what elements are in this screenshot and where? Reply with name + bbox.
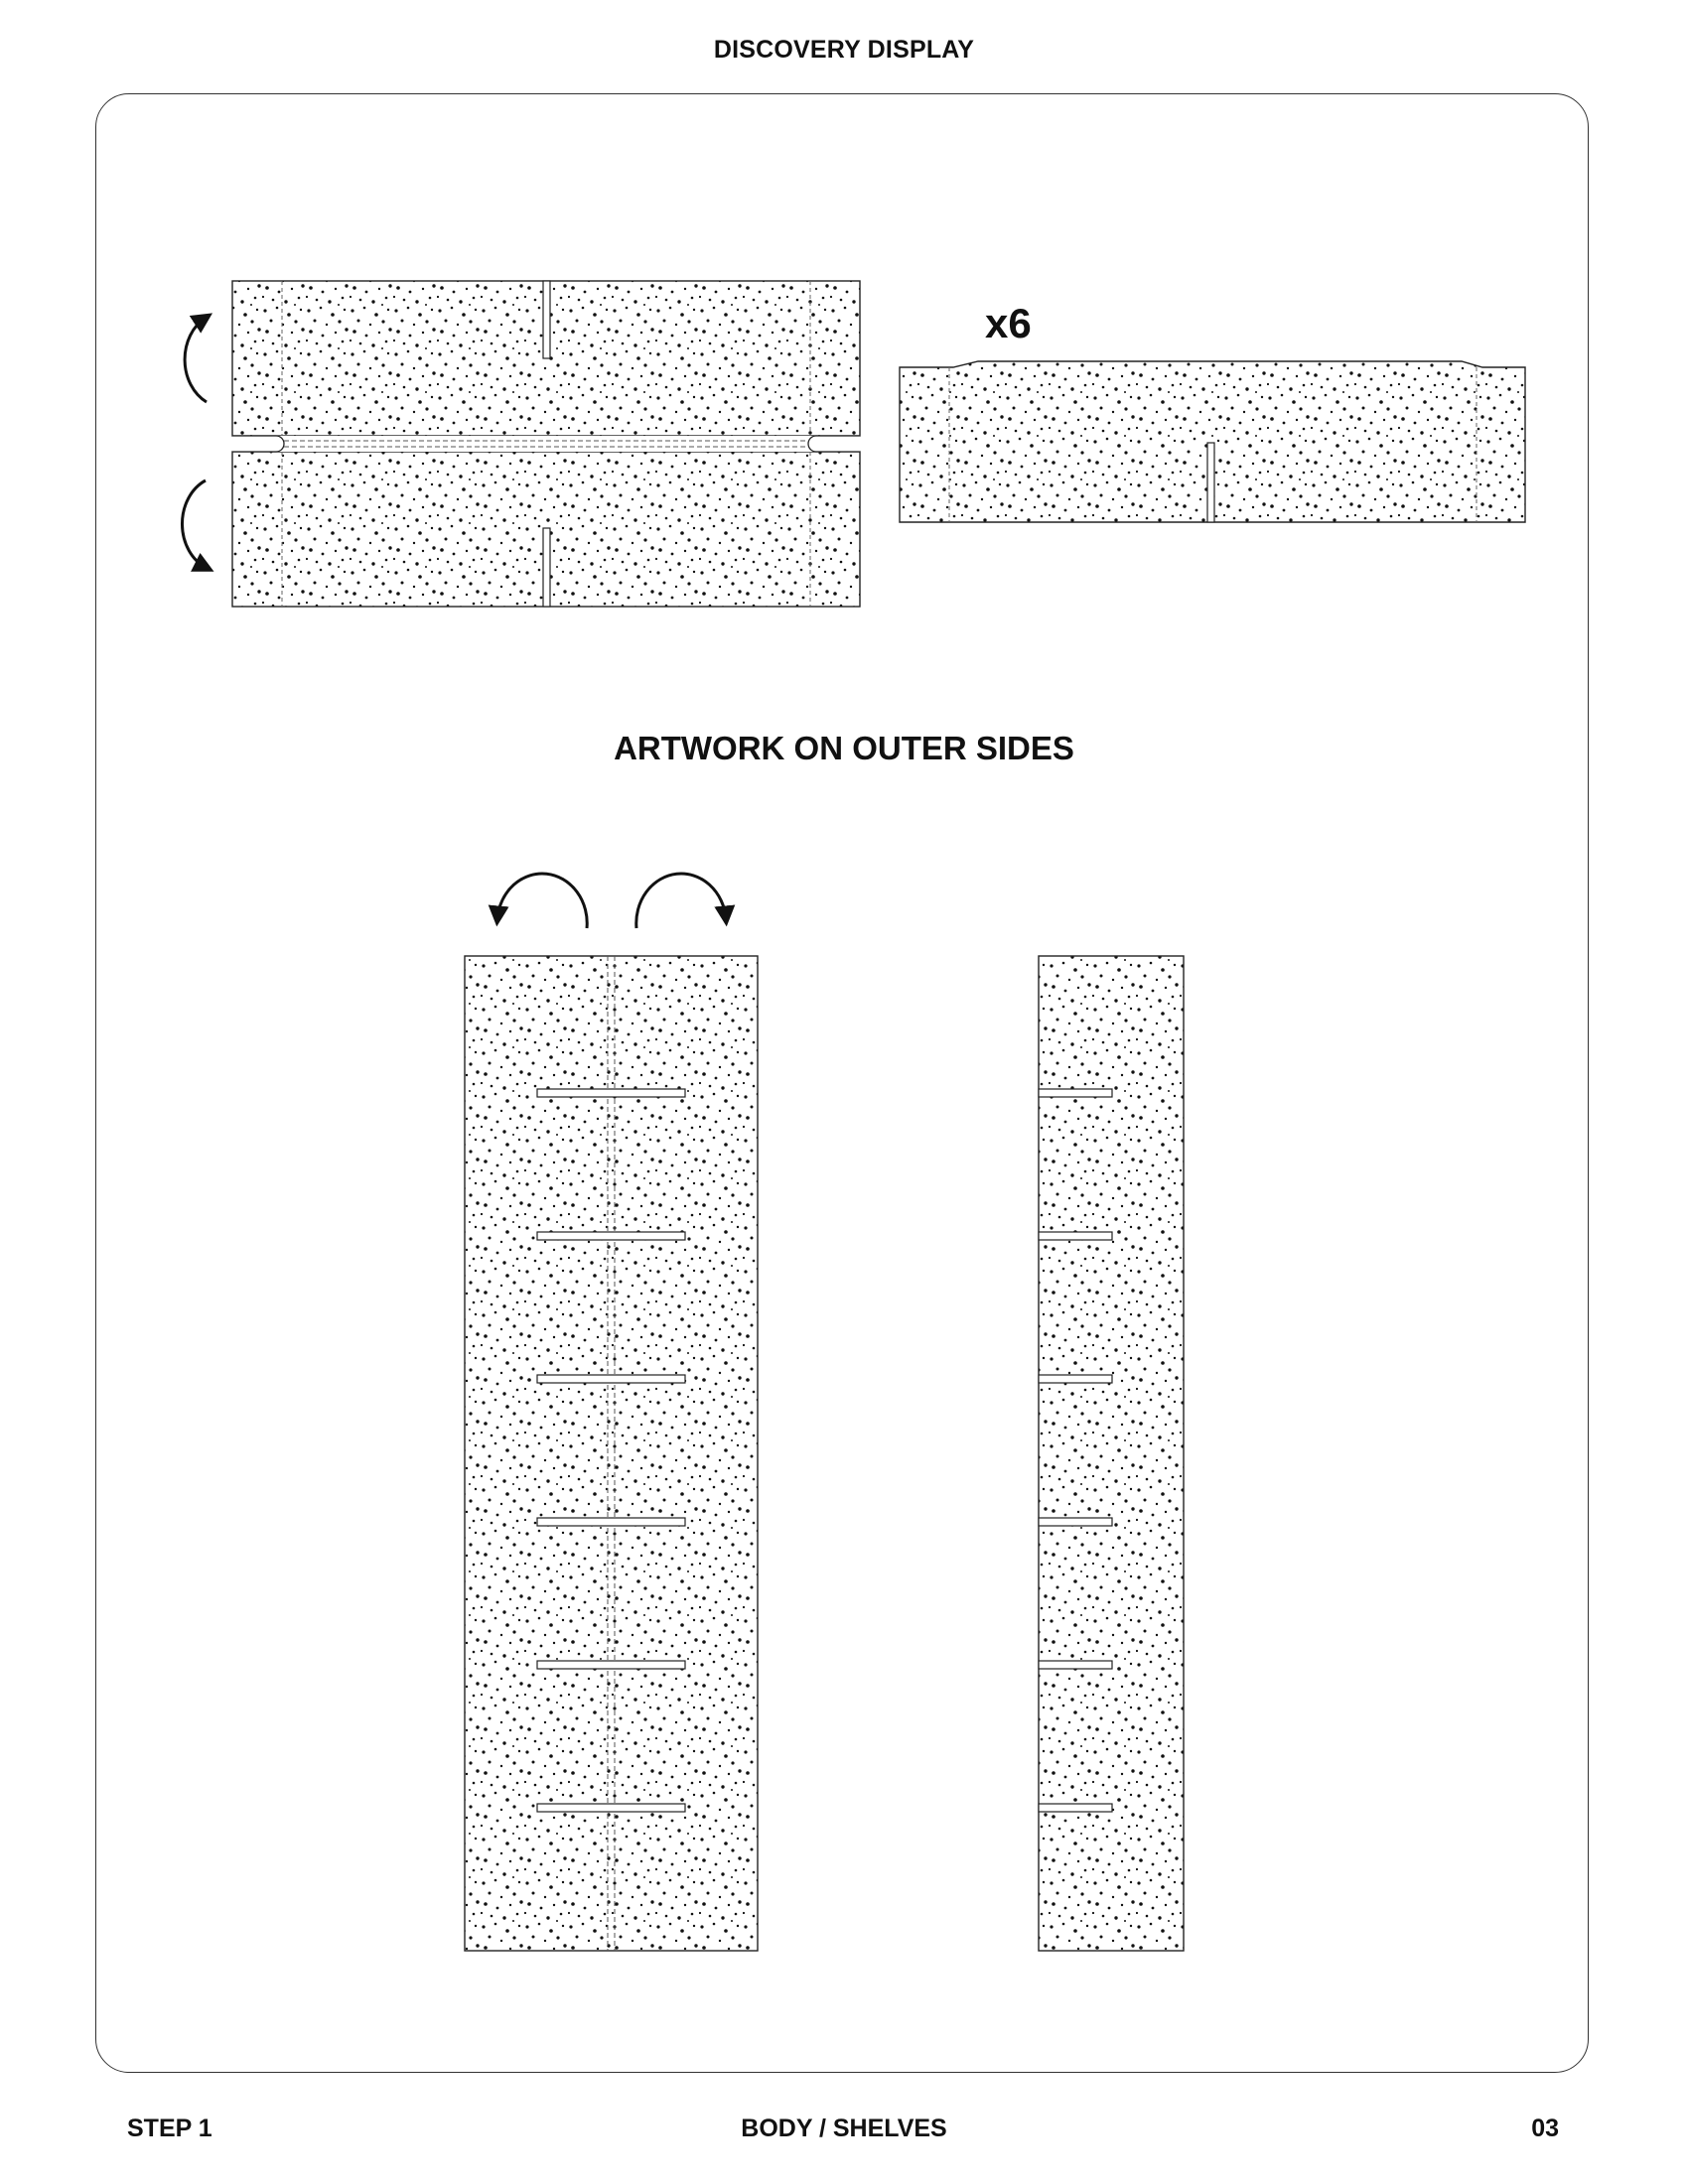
artwork-note: ARTWORK ON OUTER SIDES (614, 730, 1074, 766)
step-label: STEP 1 (127, 2115, 212, 2142)
narrow-side-panel (1039, 956, 1184, 1951)
shelf-piece (900, 361, 1525, 522)
fold-left-arrow-icon (497, 874, 587, 928)
body-panel-upper (232, 281, 860, 436)
page-number: 03 (1531, 2115, 1559, 2142)
tall-side-panel (465, 956, 758, 1951)
section-label: BODY / SHELVES (741, 2115, 947, 2142)
fold-crease (232, 436, 860, 452)
fold-down-arrow-icon (182, 480, 207, 568)
fold-right-arrow-icon (636, 874, 726, 928)
body-panel-lower (232, 452, 860, 607)
quantity-label: x6 (985, 300, 1032, 346)
fold-up-arrow-icon (185, 318, 207, 402)
document-title: DISCOVERY DISPLAY (713, 36, 975, 64)
